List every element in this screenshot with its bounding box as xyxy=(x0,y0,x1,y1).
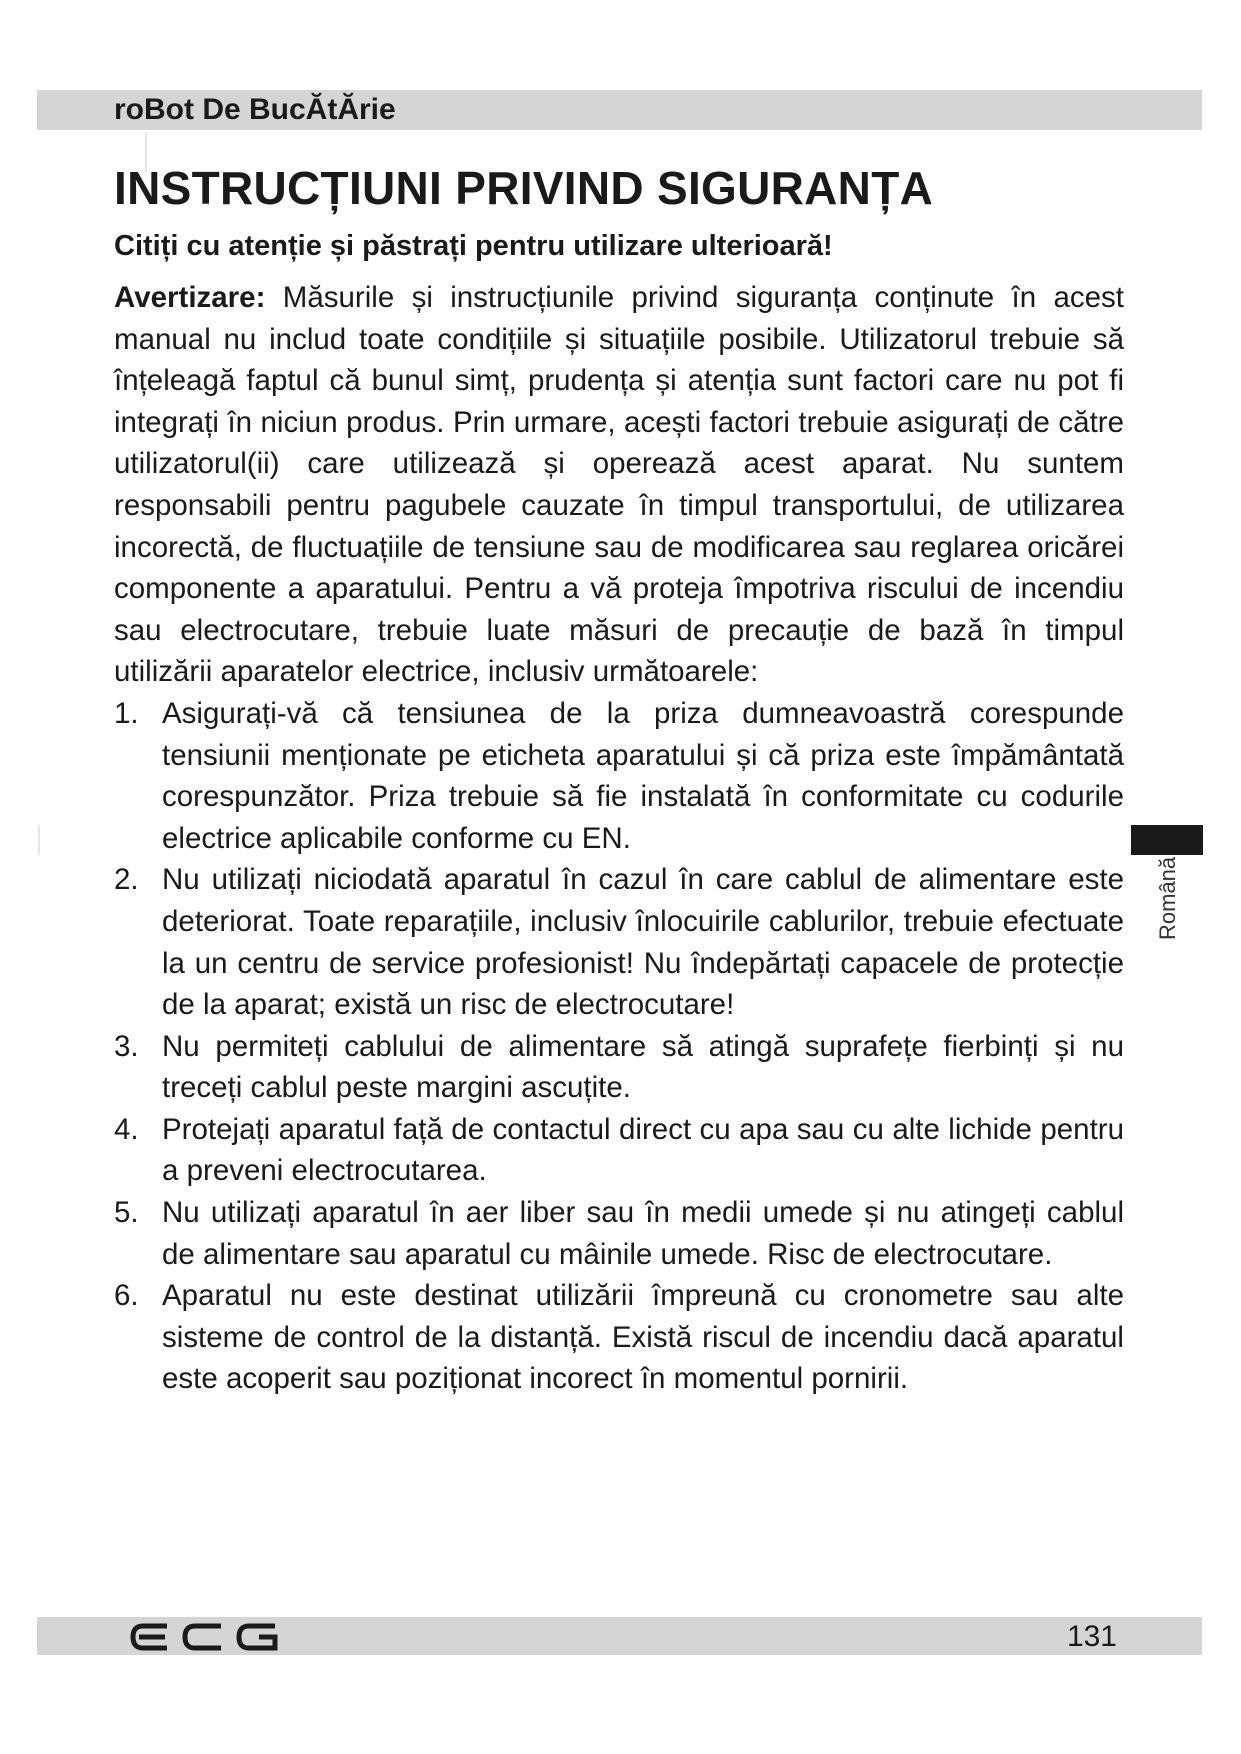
language-tab-marker xyxy=(1131,825,1203,855)
warning-lead: Avertizare: xyxy=(114,281,266,314)
scan-mark xyxy=(38,825,40,855)
warning-paragraph xyxy=(114,277,1124,693)
rule-number: 5. xyxy=(114,1196,139,1230)
list-item xyxy=(114,859,1124,1025)
language-label: Română xyxy=(1155,856,1180,940)
rule-number: 3. xyxy=(114,1029,139,1063)
rule-number: 6. xyxy=(114,1279,139,1313)
rule-text: Nu utilizați niciodată aparatul în cazul în care cablul de alimentare este deteriorat. Toate reparațiile, inclusiv înlocuirile cablurilor, trebuie efectuate la un centru de service profesionist! Nu îndepărtați capacele de protecție de la aparat; există un risc de electrocutare! xyxy=(162,863,1124,1022)
list-item xyxy=(114,1275,1124,1400)
page-title: INSTRUCȚIUNI PRIVIND SIGURANȚA xyxy=(114,162,934,214)
list-item xyxy=(114,1109,1124,1192)
rule-number: 1. xyxy=(114,696,139,730)
warning-text: Măsurile și instrucțiunile privind siguranța conținute în acest manual nu includ toate condițiile și situațiile posibile. Utilizatorul trebuie să înțeleagă faptul că bunul simț, prudența și atenția sunt factori care nu pot fi integrați în niciun produs. Prin urmare, acești factori trebuie asigurați de către utilizatorul(ii) care utilizează și operează acest aparat. Nu suntem responsabili pentru pagubele cauzate în timpul transportului, de utilizarea incorectă, de fluctuațiile de tensiune sau de modificarea sau reglarea oricărei componente a aparatului. Pentru a vă proteja împotriva riscului de incendiu sau electrocutare, trebuie luate măsuri de precauție de bază în timpul utilizării aparatelor electrice, inclusiv următoarele: xyxy=(114,281,1125,689)
list-item xyxy=(114,693,1124,859)
rule-number: 4. xyxy=(114,1112,139,1146)
safety-content xyxy=(114,277,1124,1400)
rule-number: 2. xyxy=(114,863,139,897)
page-number: 131 xyxy=(1066,1620,1117,1653)
rule-text: Protejați aparatul față de contactul direct cu apa sau cu alte lichide pentru a preveni electrocutarea. xyxy=(162,1112,1124,1188)
header-bar xyxy=(37,90,1202,130)
rule-text: Asigurați-vă că tensiunea de la priza dumneavoastră corespunde tensiunii menționate pe eticheta aparatului și că priza este împământată corespunzător. Priza trebuie să fie instalată în conformitate cu codurile electrice aplicabile conforme cu EN. xyxy=(162,696,1124,855)
list-item xyxy=(114,1026,1124,1109)
safety-rules-list xyxy=(114,693,1124,1400)
rule-text: Nu utilizați aparatul în aer liber sau în medii umede și nu atingeți cablul de alimentare sau aparatul cu mâinile umede. Risc de electrocutare. xyxy=(162,1196,1124,1271)
subtitle: Citiți cu atenție și păstrați pentru utilizare ulterioară! xyxy=(114,230,833,262)
footer-bar xyxy=(37,1617,1202,1655)
list-item xyxy=(114,1192,1124,1275)
ecg-logo xyxy=(129,1623,289,1651)
section-title: roBot De BucĂtĂrie xyxy=(114,93,396,126)
rule-text: Nu permiteți cablului de alimentare să atingă suprafețe fierbinți și nu treceți cablul peste margini ascuțite. xyxy=(162,1029,1124,1105)
rule-text: Aparatul nu este destinat utilizării împreună cu cronometre sau alte sisteme de control de la distanță. Există riscul de incendiu dacă aparatul este acoperit sau poziționat incorect în momentul pornirii. xyxy=(162,1279,1124,1396)
